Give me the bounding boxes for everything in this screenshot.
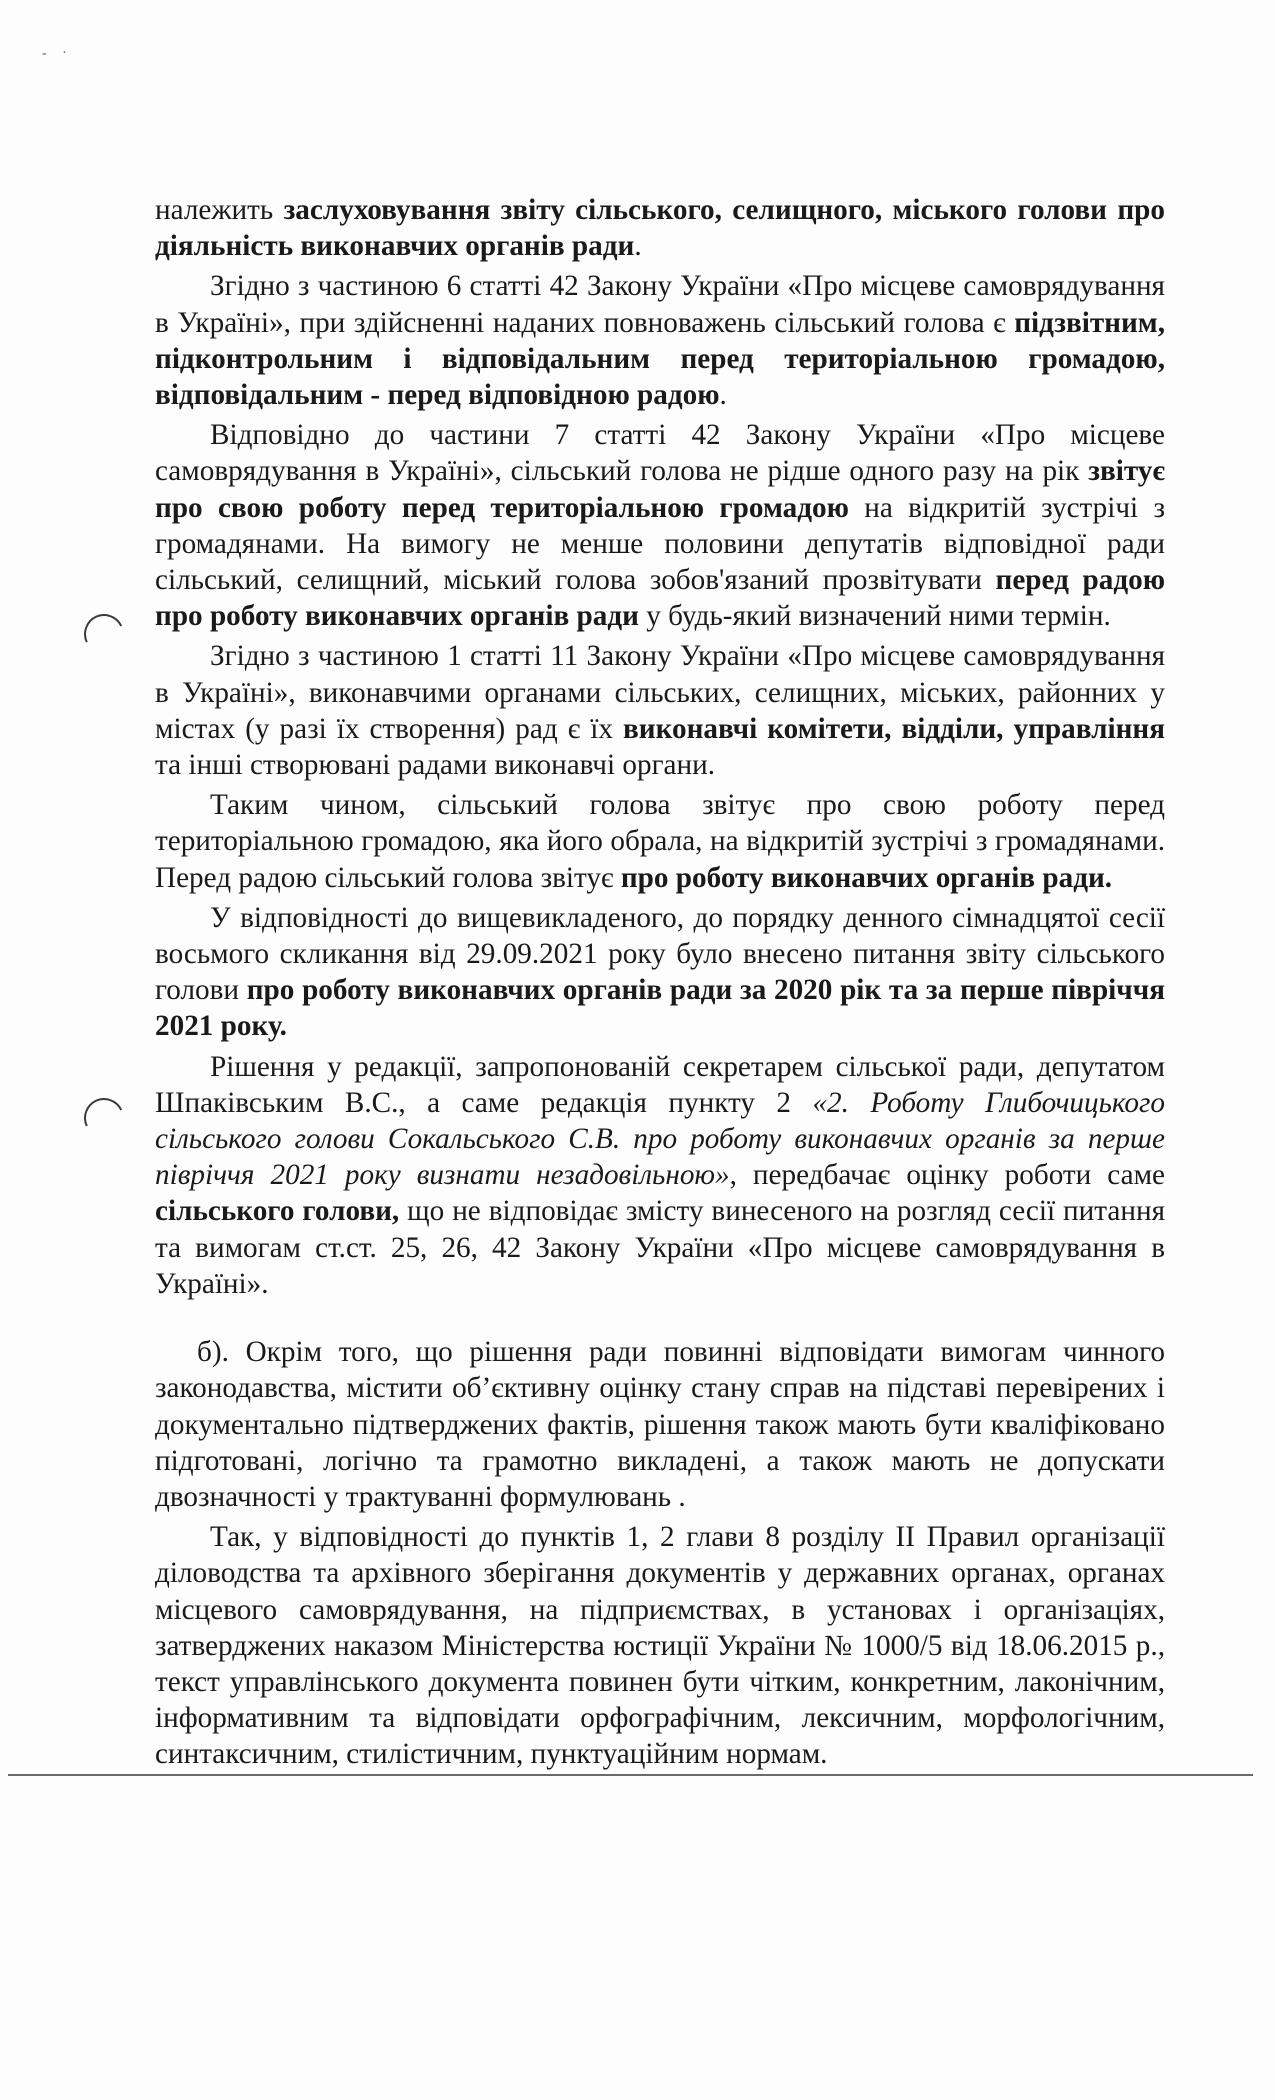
bold-run: про роботу виконавчих органів ради. (620, 861, 1113, 894)
page-bottom-rule (8, 1774, 1253, 1776)
text-run: Згідно з частиною 1 статті 11 Закону України «Про місцеве самоврядування в Україні», виконавчими органами сільських, селищних, міських, районних у містах (у разі їх створення) рад є їх (155, 640, 1165, 745)
text-run: , передбачає оцінку роботи саме (729, 1159, 1165, 1192)
paragraph-recordkeeping-rules (155, 1519, 1165, 1772)
bold-run: сільського голови, (155, 1195, 400, 1228)
text-run: у будь-який визначений ними термін. (638, 600, 1111, 633)
bold-run: виконавчі комітети, відділи, управління (622, 712, 1165, 745)
punch-hole-mark-upper (78, 608, 129, 659)
text-run: Так, у відповідності до пунктів 1, 2 глави 8 розділу II Правил організації діловодства та архівного зберігання документів у державних органах, органах місцевого самоврядування, на підприємствах, в установах і організаціях, затверджених наказом Міністерства юстиції України № 1000/5 від 18.06.2015 р., текст управлінського документа повинен бути чітким, конкретним, лаконічним, інформативним та відповідати орфографічним, лексичним, морфологічним, синтаксичним, стилістичним, пунктуаційним нормам. (155, 1521, 1165, 1771)
text-run: Згідно з частиною 6 статті 42 Закону України «Про місцеве самоврядування в Україні», при здійсненні наданих повноважень сільський голова є (155, 270, 1165, 339)
paragraph-article-42-part-6 (155, 268, 1165, 413)
paragraph-intro (155, 192, 1165, 264)
italic-quote-run: «2. Роботу Глибочицького сільського голови Сокальського С.В. про роботу виконавчих органів за перше півріччя 2021 року визнати незадовільною» (155, 1086, 1165, 1192)
text-run: належить (155, 194, 284, 226)
text-run: Рішення у редакції, запропонованій секретарем сільської ради, депутатом Шпаківським В.С., а саме редакція пункту 2 (155, 1050, 1165, 1119)
document-body (155, 192, 1165, 1773)
bold-run: перед радою про роботу виконавчих органів ради (155, 564, 1165, 633)
bold-run: звітує про свою роботу перед територіальною громадою (155, 455, 1165, 524)
text-run: що не відповідає змісту винесеного на розгляд сесії питання та вимогам ст.ст. 25, 26, 42 Закону України «Про місцеве самоврядування в Україні». (155, 1195, 1165, 1300)
bold-run: заслуховування звіту сільського, селищного, міського голови про діяльність виконавчих органів ради (155, 194, 1165, 263)
paragraph-point-b (155, 1334, 1165, 1515)
paragraph-article-42-part-7 (155, 417, 1165, 634)
paragraph-conclusion (155, 787, 1165, 896)
paragraph-session-agenda (155, 900, 1165, 1045)
bold-run: підзвітним, підконтрольним і відповідальним перед територіальною громадою, відповідальним - перед відповідною радою (155, 306, 1165, 412)
text-run: Відповідно до частини 7 статті 42 Закону України «Про місцеве самоврядування в Україні», сільський голова не рідше одного разу на рік (155, 419, 1165, 488)
text-run: б). Окрім того, що рішення ради повинні відповідати вимогам чинного законодавства, містити об’єктивну оцінку стану справ на підставі перевірених і документально підтверджених фактів, рішення також мають бути кваліфіковано підготовані, логічно та грамотно викладені, а також мають не допускати двозначності у трактуванні формулювань . (155, 1336, 1165, 1513)
text-run: на відкритій зустрічі з громадянами. На вимогу не менше половини депутатів відповідної ради сільський, селищний, міський голова зобов'язаний прозвітувати (155, 491, 1165, 597)
text-run: . (719, 379, 727, 412)
scan-corner-mark: - · (42, 46, 73, 61)
text-run: Таким чином, сільський голова звітує про свою роботу перед територіальною громадою, яка його обрала, на відкритій зустрічі з громадянами. Перед радою сільський голова звітує (155, 789, 1165, 894)
paragraph-decision-wording (155, 1049, 1165, 1302)
bold-run: про роботу виконавчих органів ради за 2020 рік та за перше півріччя 2021 року. (155, 974, 1165, 1043)
text-run: У відповідності до вищевикладеного, до порядку денного сімнадцятої сесії восьмого скликання від 29.09.2021 року було внесено питання звіту сільського голови (155, 901, 1165, 1007)
paragraph-article-11 (155, 638, 1165, 783)
text-run: . (634, 230, 642, 263)
text-run: та інші створювані радами виконавчі органи. (155, 749, 716, 782)
punch-hole-mark-lower (78, 1092, 129, 1143)
